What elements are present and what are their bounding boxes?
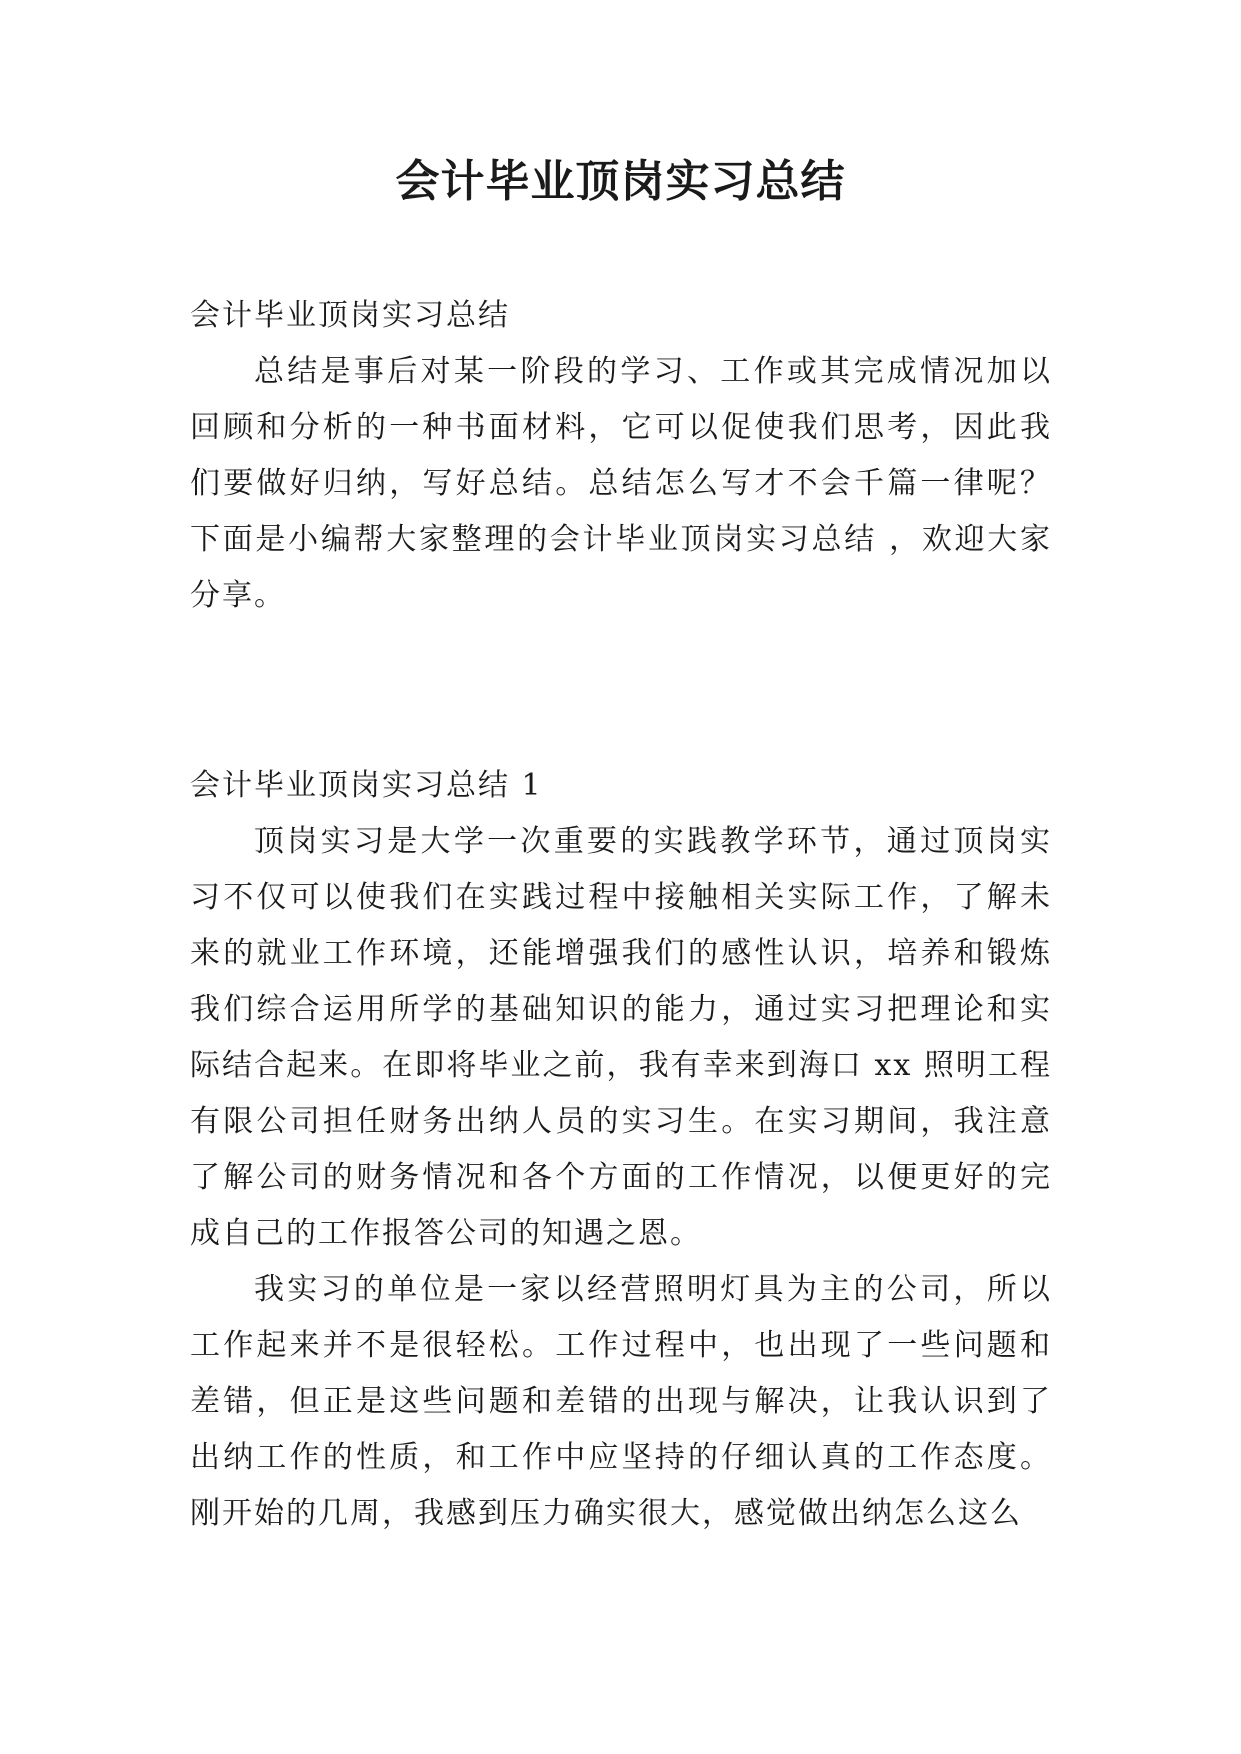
intro-paragraph: 总结是事后对某一阶段的学习、工作或其完成情况加以回顾和分析的一种书面材料，它可以促使我们思考，因此我们要做好归纳，写好总结。总结怎么写才不会千篇一律呢？下面是小编帮大家整理的会计毕业顶岗实习总结 ，欢迎大家分享。 xyxy=(190,354,1052,613)
section-1-paragraph-2: 我实习的单位是一家以经营照明灯具为主的公司，所以工作起来并不是很轻松。工作过程中，也出现了一些问题和差错，但正是这些问题和差错的出现与解决，让我认识到了出纳工作的性质，和工作中应坚持的仔细认真的工作态度。刚开始的几周，我感到压力确实很大，感觉做出纳怎么这么 xyxy=(190,1272,1052,1531)
document-title: 会计毕业顶岗实习总结 xyxy=(395,156,846,207)
section-1-heading: 会计毕业顶岗实习总结 1 xyxy=(190,768,543,803)
intro-section xyxy=(190,288,1052,624)
section-1 xyxy=(190,758,1052,1542)
section-1-paragraph-1: 顶岗实习是大学一次重要的实践教学环节，通过顶岗实习不仅可以使我们在实践过程中接触相关实际工作，了解未来的就业工作环境，还能增强我们的感性认识，培养和锻炼我们综合运用所学的基础知识的能力，通过实习把理论和实际结合起来。在即将毕业之前，我有幸来到海口 xx 照明工程有限公司担任财务出纳人员的实习生。在实习期间，我注意了解公司的财务情况和各个方面的工作情况，以便更好的完成自己的工作报答公司的知遇之恩。 xyxy=(190,824,1052,1251)
intro-heading: 会计毕业顶岗实习总结 xyxy=(190,298,510,333)
